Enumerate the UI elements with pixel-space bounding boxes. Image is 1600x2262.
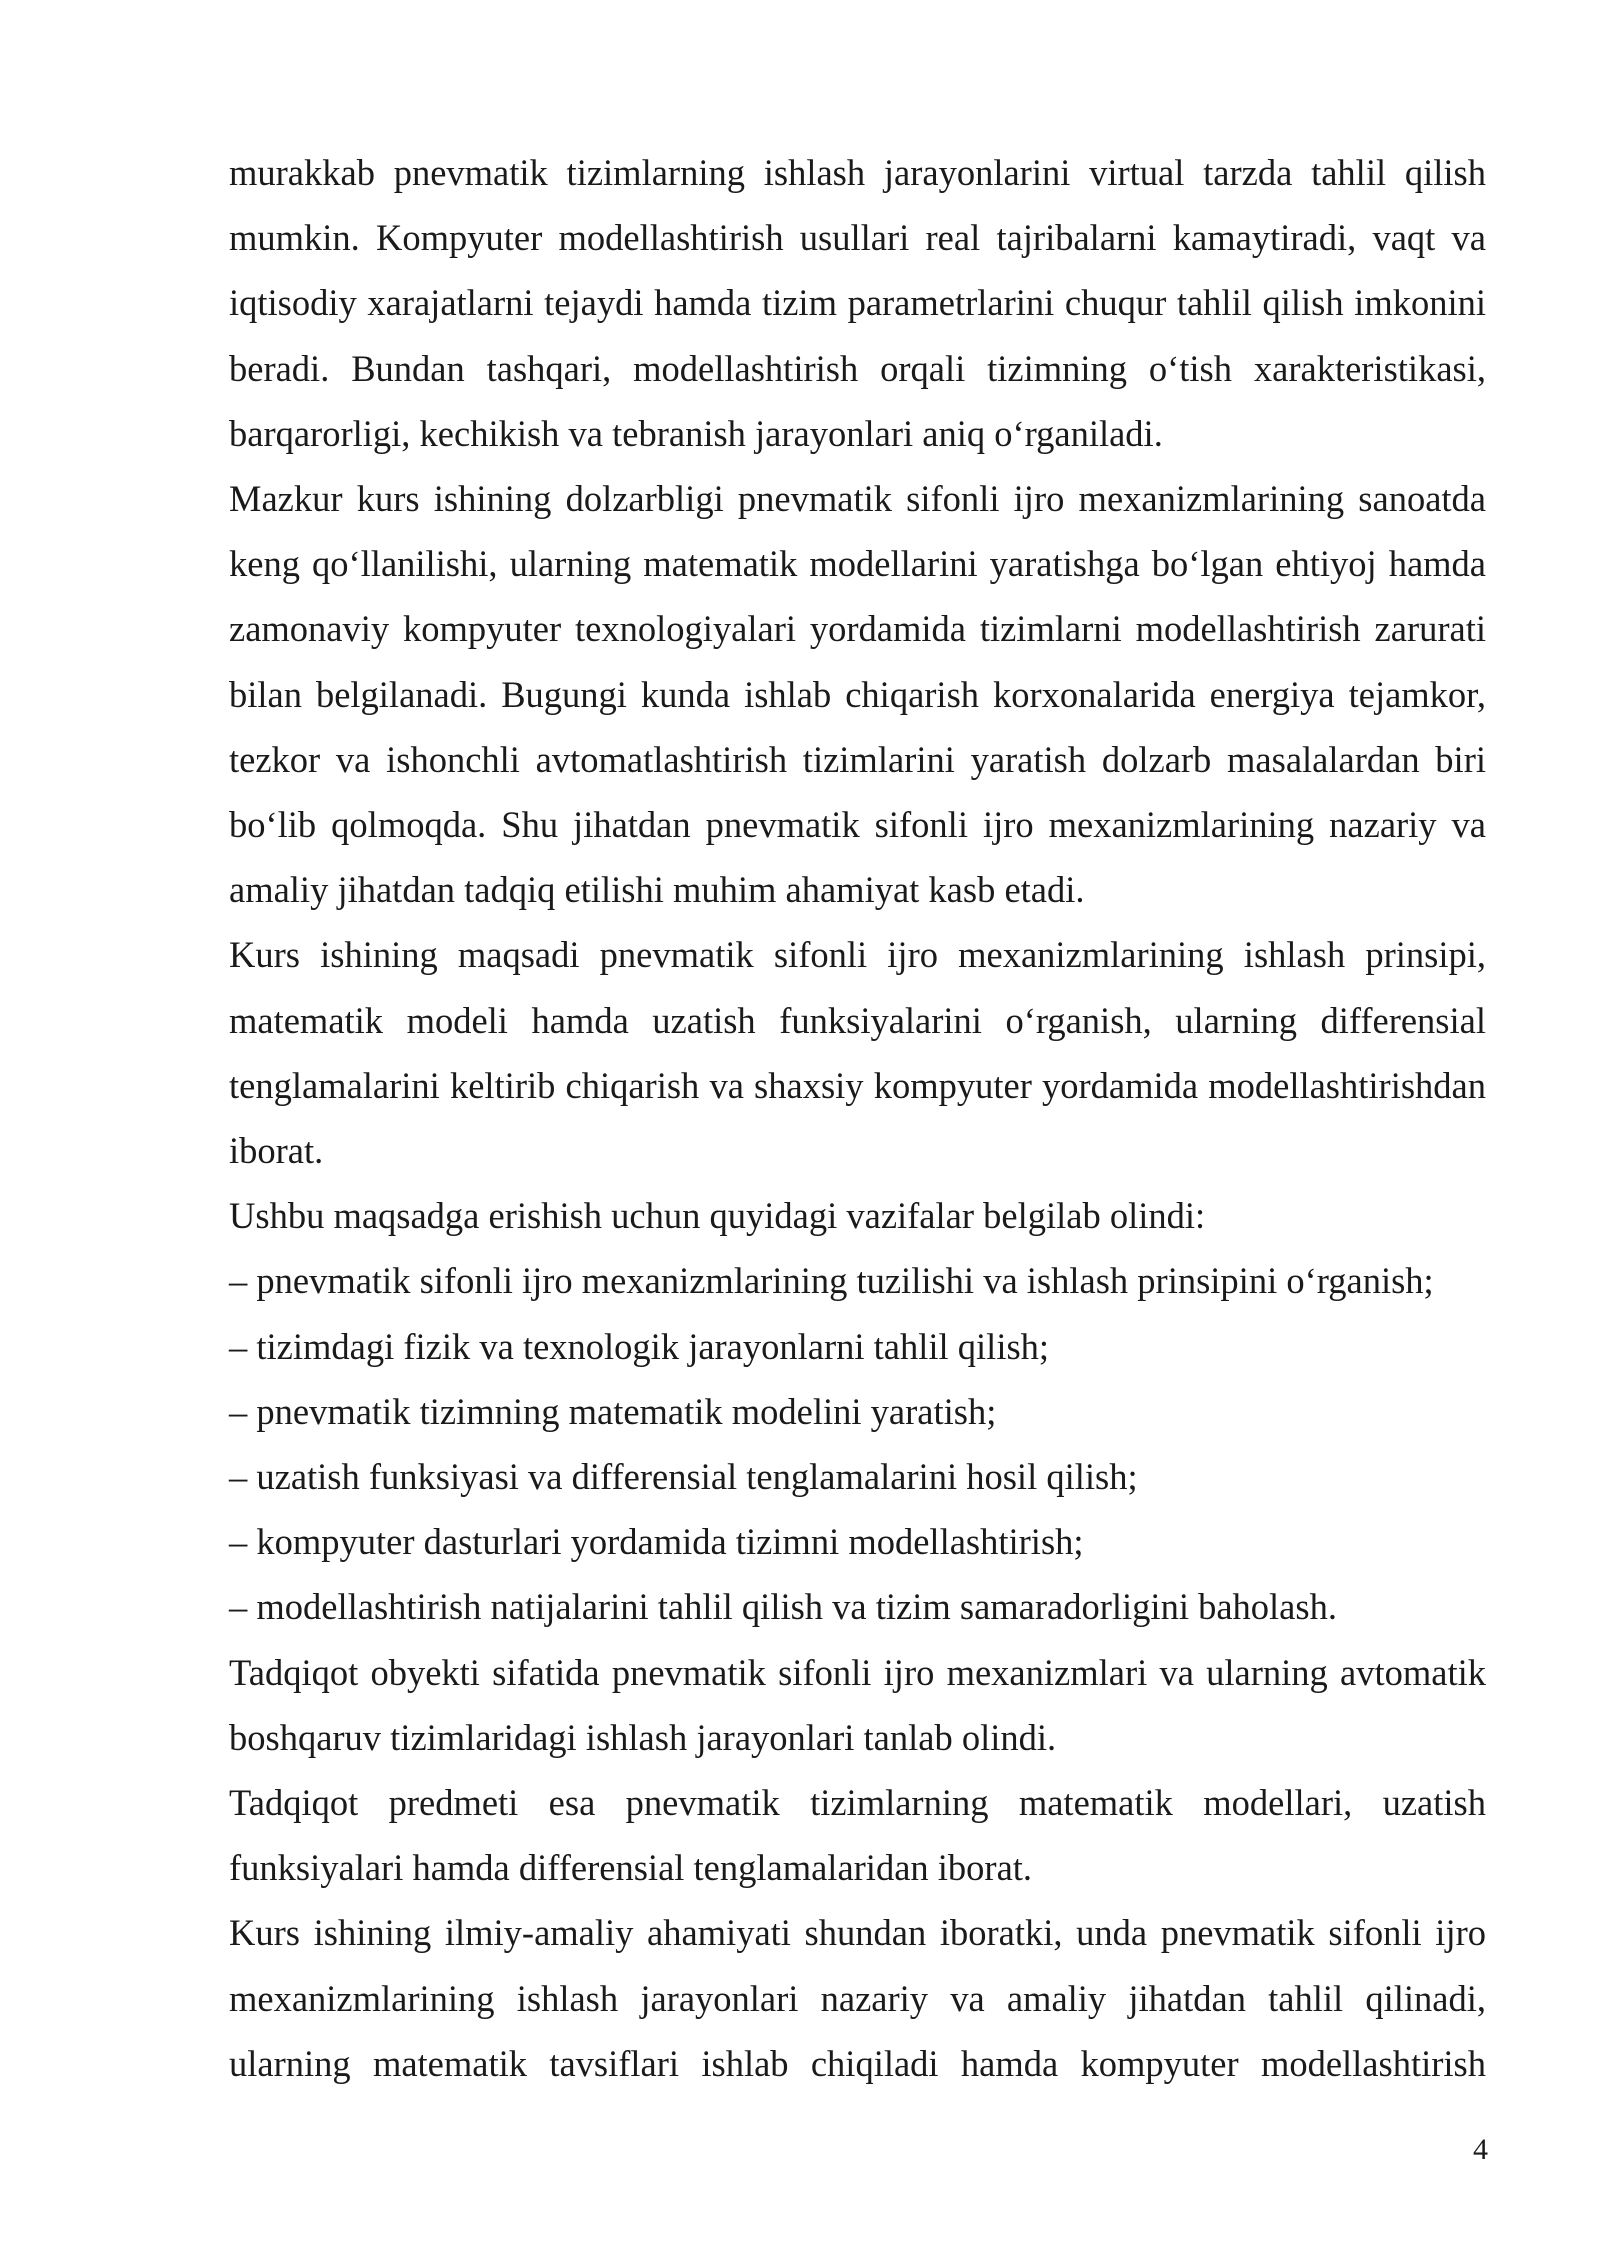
paragraph-relevance: Mazkur kurs ishining dolzarbligi pnevmatik sifonli ijro mexanizmlarining sanoatda keng qo‘llanilishi, ularning matematik modellarini yaratishga bo‘lgan ehtiyoj hamda zamonaviy kompyuter texnologiyalari yordamida tizimlarni modellashtirish zarurati bilan belgilanadi. Bugungi kunda ishlab chiqarish korxonalarida energiya tejamkor, tezkor va ishonchli avtomatlashtirish tizimlarini yaratish dolzarb masalalardan biri bo‘lib qolmoqda. Shu jihatdan pnevmatik sifonli ijro mexanizmlarining nazariy va amaliy jihatdan tadqiq etilishi muhim ahamiyat kasb etadi. — [229, 478, 1486, 911]
paragraph-research-object: Tadqiqot obyekti sifatida pnevmatik sifonli ijro mexanizmlari va ularning avtomatik boshqaruv tizimlaridagi ishlash jarayonlari tanlab olindi. — [229, 1651, 1486, 1758]
paragraph-modelling-benefits: murakkab pnevmatik tizimlarning ishlash jarayonlarini virtual tarzda tahlil qilish mumkin. Kompyuter modellashtirish usullari real tajribalarni kamaytiradi, vaqt va iqtisodiy xarajatlarni tejaydi hamda tizim parametrlarini chuqur tahlil qilish imkonini beradi. Bundan tashqari, modellashtirish orqali tizimning o‘tish xarakteristikasi, barqarorligi, kechikish va tebranish jarayonlari aniq o‘rganiladi. — [229, 152, 1486, 454]
list-item: – kompyuter dasturlari yordamida tizimni modellashtirish; — [229, 1521, 1084, 1563]
list-item: – uzatish funksiyasi va differensial tenglamalarini hosil qilish; — [229, 1456, 1138, 1498]
list-item: – pnevmatik sifonli ijro mexanizmlarining tuzilishi va ishlash prinsipini o‘rganish; — [229, 1260, 1434, 1302]
paragraph-research-subject: Tadqiqot predmeti esa pnevmatik tizimlarning matematik modellari, uzatish funksiyalari hamda differensial tenglamalaridan iborat. — [229, 1782, 1486, 1889]
page-number: 4 — [1473, 2133, 1488, 2166]
tasks-list — [229, 1248, 1486, 1639]
list-item: – modellashtirish natijalarini tahlil qilish va tizim samaradorligini baholash. — [229, 1586, 1337, 1628]
list-item: – pnevmatik tizimning matematik modelini yaratish; — [229, 1390, 997, 1432]
paragraph-practical-significance: Kurs ishining ilmiy-amaliy ahamiyati shundan iboratki, unda pnevmatik sifonli ijro mexanizmlarining ishlash jarayonlari nazariy va amaliy jihatdan tahlil qilinadi, ularning matematik tavsiflari ishlab chiqiladi hamda kompyuter modellashtirish — [229, 1912, 1486, 2084]
paragraph-goal: Kurs ishining maqsadi pnevmatik sifonli ijro mexanizmlarining ishlash prinsipi, matematik modeli hamda uzatish funksiyalarini o‘rganish, ularning differensial tenglamalarini keltirib chiqarish va shaxsiy kompyuter yordamida modellashtirishdan iborat. — [229, 934, 1486, 1172]
list-item: – tizimdagi fizik va texnologik jarayonlarni tahlil qilish; — [229, 1325, 1050, 1367]
tasks-intro: Ushbu maqsadga erishish uchun quyidagi vazifalar belgilab olindi: — [229, 1195, 1206, 1237]
page-body — [229, 140, 1486, 2096]
